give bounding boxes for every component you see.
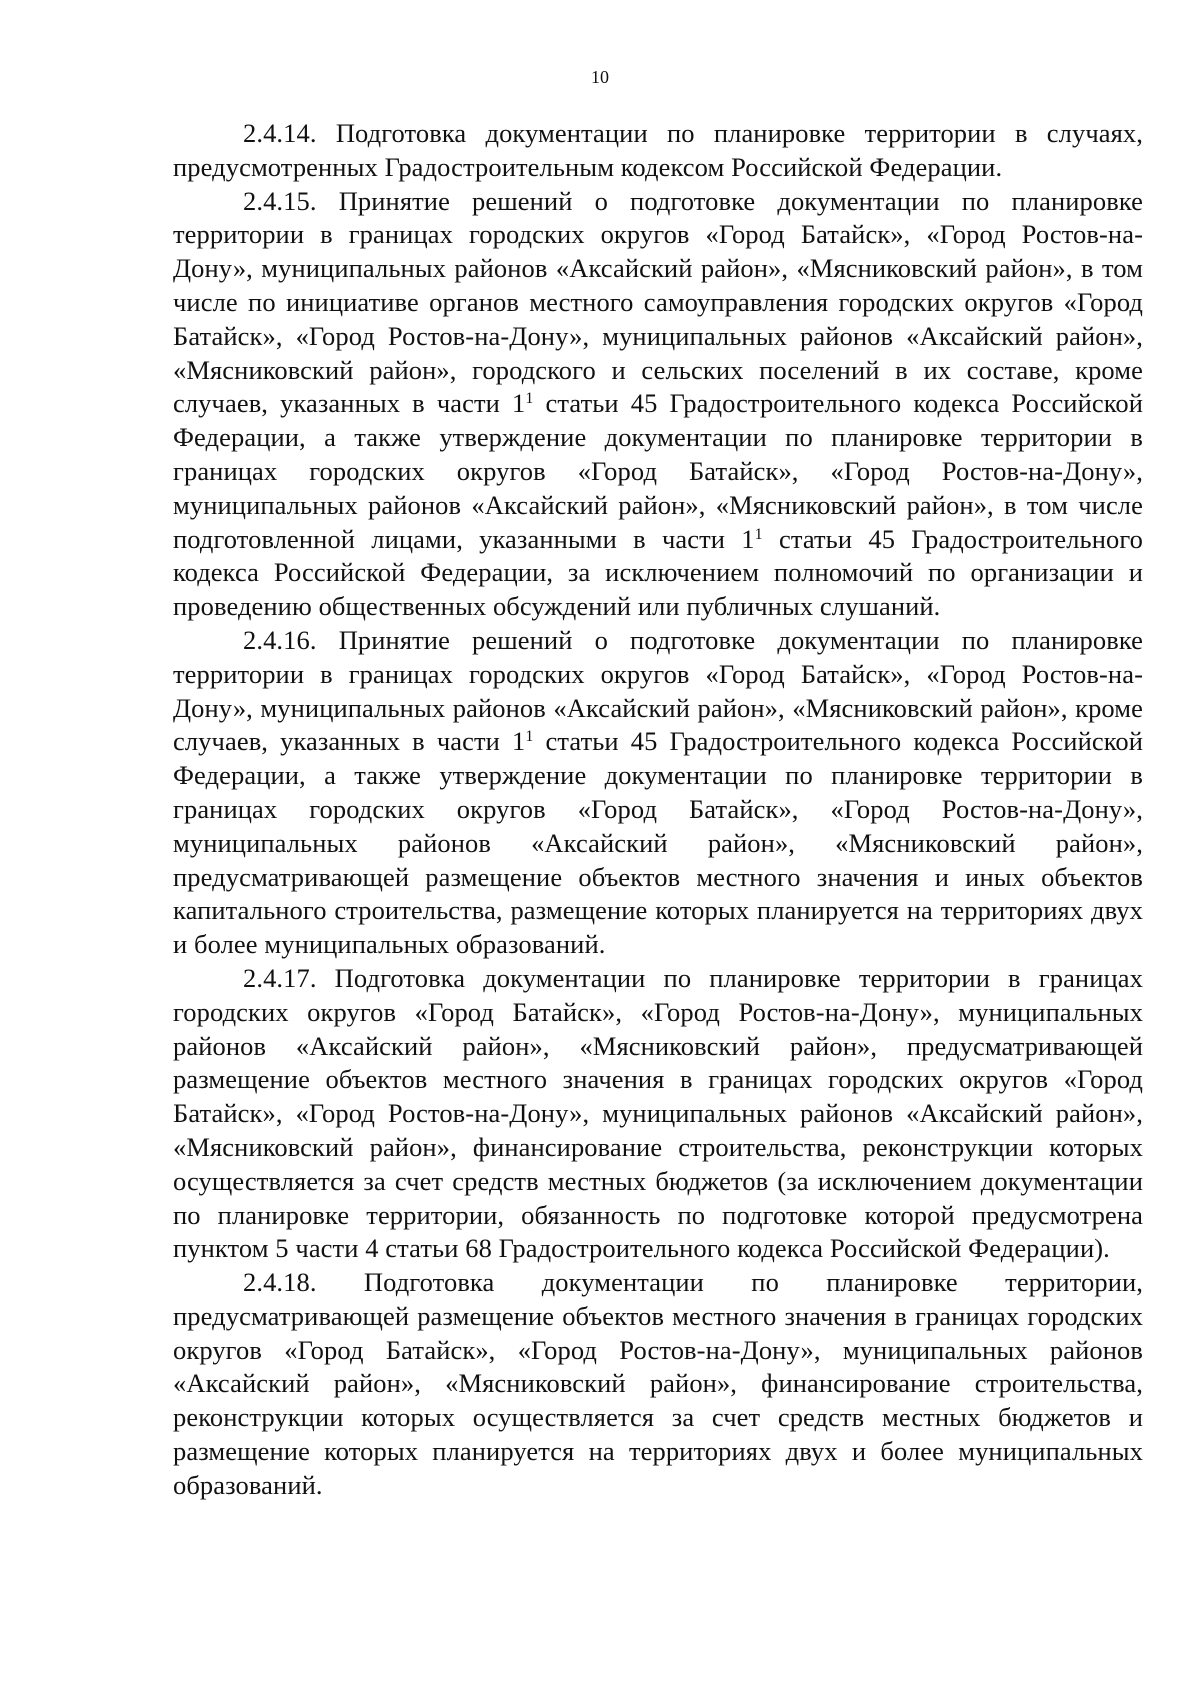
superscript: 1 — [525, 728, 534, 746]
clause-text: Принятие решений о подготовке документации по планировке территории в границах городских округов «Город Батайск», «Город Ростов-на-Дону», муниципальных районов «Аксайский район», «Мясниковский район», в том числе по инициативе органов местного самоуправления городских округов «Город Батайск», «Город Ростов-на-Дону», муниципальных районов «Аксайский район», «Мясниковский район», городского и сельских поселений в их составе, кроме случаев, указанных в части 1 — [173, 185, 1143, 419]
clause-number: 2.4.17. — [243, 962, 317, 993]
clause-2-4-15 — [173, 185, 1143, 624]
clause-number: 2.4.14. — [243, 118, 317, 148]
clause-2-4-18 — [173, 1266, 1143, 1503]
clause-2-4-14 — [173, 117, 1143, 185]
document-body — [173, 117, 1143, 1503]
clause-2-4-17 — [173, 962, 1143, 1266]
clause-number: 2.4.15. — [243, 185, 317, 216]
clause-text: Подготовка документации по планировке территории в случаях, предусмотренных Градостроительным кодексом Российской Федерации. — [173, 118, 1143, 182]
clause-text: статьи 45 Градостроительного кодекса Российской Федерации, а также утверждение документации по планировке территории в границах городских округов «Город Батайск», «Город Ростов-на-Дону», муниципальных районов «Аксайский район», «Мясниковский район», предусматривающей размещение объектов местного значения и иных объектов капитального строительства, размещение которых планируется на территориях двух и более муниципальных образований. — [173, 726, 1143, 960]
superscript: 1 — [525, 390, 534, 408]
clause-text: Подготовка документации по планировке территории в границах городских округов «Город Батайск», «Город Ростов-на-Дону», муниципальных районов «Аксайский район», «Мясниковский район», предусматривающей размещение объектов местного значения в границах городских округов «Город Батайск», «Город Ростов-на-Дону», муниципальных районов «Аксайский район», «Мясниковский район», финансирование строительства, реконструкции которых осуществляется за счет средств местных бюджетов (за исключением документации по планировке территории, обязанность по подготовке которой предусмотрена пунктом 5 части 4 статьи 68 Градостроительного кодекса Российской Федерации). — [173, 962, 1143, 1264]
clause-text: статьи 45 Градостроительного кодекса Российской Федерации, а также утверждение документации по планировке территории в границах городских округов «Город Батайск», «Город Ростов-на-Дону», муниципальных районов «Аксайский район», «Мясниковский район», в том числе подготовленной лицами, указанными в части 1 — [173, 388, 1143, 554]
clause-text: статьи 45 Градостроительного кодекса Российской Федерации, за исключением полномочий по организации и проведению общественных обсуждений или публичных слушаний. — [173, 523, 1143, 622]
clause-text: Принятие решений о подготовке документации по планировке территории в границах городских округов «Город Батайск», «Город Ростов-на-Дону», муниципальных районов «Аксайский район», «Мясниковский район», кроме случаев, указанных в части 1 — [173, 624, 1143, 757]
clause-number: 2.4.18. — [243, 1267, 317, 1298]
page-number: 10 — [591, 67, 609, 87]
clause-number: 2.4.16. — [243, 624, 317, 655]
clause-text: Подготовка документации по планировке территории, предусматривающей размещение объектов местного значения в границах городских округов «Город Батайск», «Город Ростов-на-Дону», муниципальных районов «Аксайский район», «Мясниковский район», финансирование строительства, реконструкции которых осуществляется за счет средств местных бюджетов и размещение которых планируется на территориях двух и более муниципальных образований. — [173, 1267, 1143, 1500]
superscript: 1 — [754, 525, 763, 543]
clause-2-4-16 — [173, 624, 1143, 962]
